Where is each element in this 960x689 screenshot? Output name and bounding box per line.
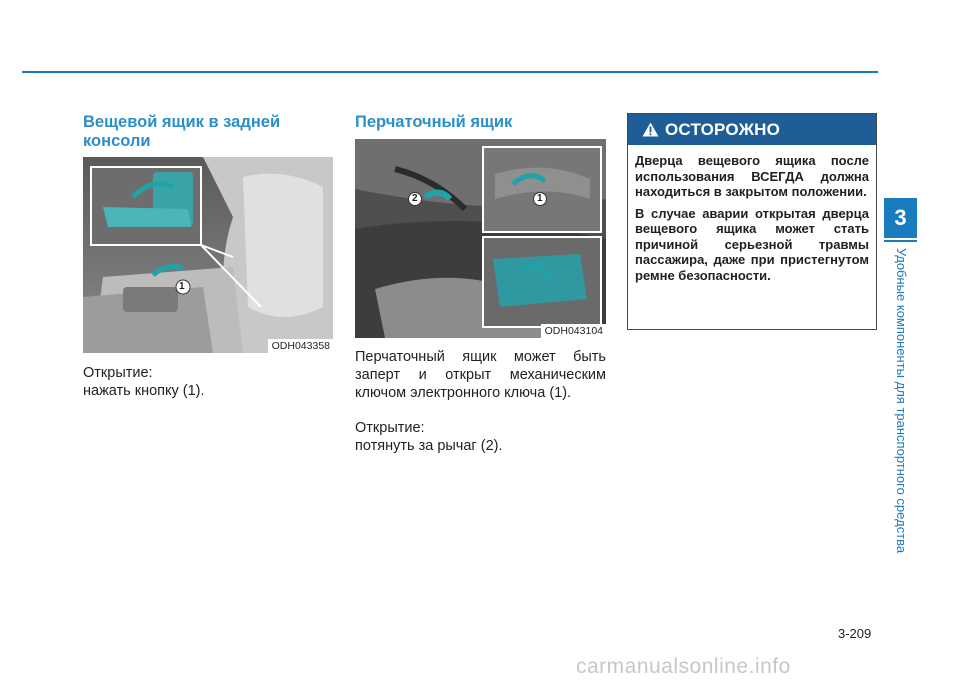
warning-triangle-icon	[642, 122, 659, 137]
callout-2-label: 2	[412, 193, 418, 204]
callout-1-label: 1	[537, 193, 543, 204]
chapter-title: Удобные компоненты для транспортного средства	[894, 248, 909, 554]
warning-paragraph-1: Дверца вещевого ящика после использования ВСЕГДА должна находиться в закрытом положении.	[635, 153, 869, 199]
glovebox-illustration	[355, 139, 606, 338]
watermark: carmanualsonline.info	[576, 655, 791, 678]
rear-console-title: Вещевой ящик в задней консоли	[83, 113, 281, 150]
glovebox-title: Перчаточный ящик	[355, 113, 513, 131]
top-divider-line	[22, 71, 878, 73]
glovebox-photo	[355, 139, 606, 338]
open-label: Открытие:	[83, 365, 153, 381]
glovebox-description: Перчаточный ящик может быть заперт и открыт механическим ключом электронного ключа (1).	[355, 349, 606, 401]
warning-header	[628, 114, 876, 145]
warning-box	[627, 113, 877, 330]
open-label: Открытие:	[355, 420, 425, 436]
warning-paragraph-2: В случае аварии открытая дверца вещевого ящика может стать причиной серьезной травмы пассажира, даже при пристегнутом ремне безопасности.	[635, 205, 869, 283]
chapter-title-vertical	[890, 248, 910, 568]
image-code: ODH043104	[541, 324, 606, 338]
page-number: 3-209	[838, 626, 872, 641]
chapter-number-tab: 3	[884, 198, 917, 238]
warning-title: ОСТОРОЖНО	[665, 119, 781, 139]
open-instruction: нажать кнопку (1).	[83, 383, 205, 399]
rear-console-illustration	[83, 157, 333, 353]
rear-console-photo	[83, 157, 333, 353]
open-instruction: потянуть за рычаг (2).	[355, 438, 503, 454]
image-code: ODH043358	[268, 339, 333, 353]
callout-1-label: 1	[179, 281, 185, 292]
sidebar-divider	[884, 240, 917, 242]
